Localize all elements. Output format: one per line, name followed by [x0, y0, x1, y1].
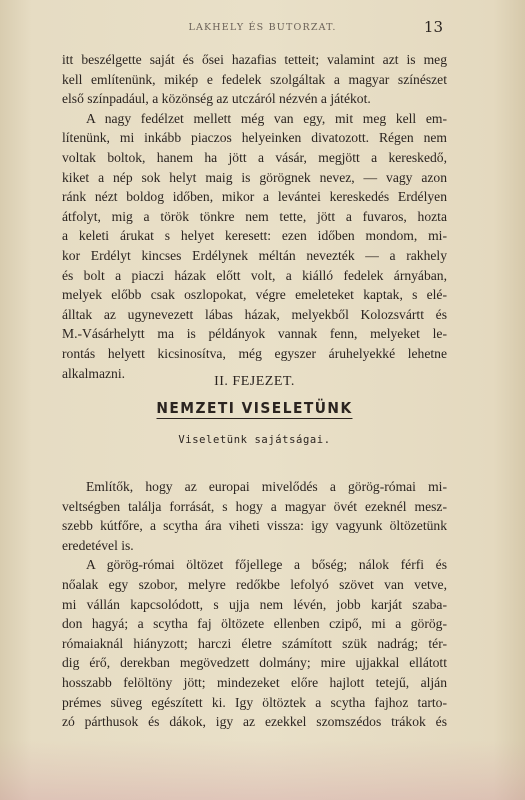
bottom-text-block [62, 477, 447, 732]
text-line: hosszabb felöltöny jött; mindezeket előre hajlott tetejű, alján [62, 674, 447, 690]
text-line: lítenünk, mi inkább piaczos helyeinken divatozott. Régen nem [62, 130, 447, 146]
text-line: voltak boltok, hanem ha jött a vásár, megjött a kereskedő, [62, 149, 447, 165]
text-line: eredetével is. [62, 537, 134, 553]
text-line: álltak az ugynevezett lábas házak, melyekből Kolozsvártt és [62, 306, 447, 322]
page-number: 13 [423, 18, 443, 36]
running-head: LAKHELY ÉS BUTORZAT. [188, 22, 337, 33]
text-line: veltségben találja forrását, s hogy a magyar övét ezeknél mesz- [62, 498, 447, 514]
text-line: mi vállán kapcsolódott, s ujja nem lévén, jobb karját szaba- [62, 596, 447, 612]
text-line: melyek előbb csak oszlopokat, végre emeleteket kaptak, s elé- [62, 287, 447, 303]
text-line: szebb kútfőre, a scytha ára viheti vissza: igy vagyunk öltözetünk [62, 518, 447, 534]
text-line: a keleti árukat s helyet keresett: ezen időben mondom, mi- [62, 228, 447, 244]
top-text-block [62, 50, 447, 383]
paper-stain [0, 740, 525, 800]
chapter-heading: II. FEJEZET. [214, 374, 295, 389]
text-line: rontás helyett kicsinosítva, még egyszer áruhelyekké lehetne [62, 345, 447, 361]
text-line: A nagy fedélzet mellett még van egy, mit meg kell em- [86, 110, 447, 126]
text-line: kor Erdélyt kincses Erdélynek méltán nevezték — a rakhely [62, 247, 447, 263]
text-line: A görög-római öltözet főjellege a bőség; nálok férfi és [86, 557, 447, 573]
text-line: M.-Vásárhelytt ma is példányok vannak fenn, melyeket le- [62, 326, 447, 342]
text-line: ránk nézt boldog időben, mikor a levántei kereskedés Erdélyen [62, 189, 447, 205]
section-title [77, 399, 431, 417]
text-line: prémes süveg egészített ki. Igy öltöztek a scytha fajhoz tarto- [62, 694, 447, 710]
text-line: első színpadául, a közönség az utczáról nézvén a játékot. [62, 91, 371, 107]
text-line: nőalak egy szobor, melyre redőkbe lefolyó szövet van vetve, [62, 576, 447, 592]
text-line: itt beszélgette saját és ősei hazafias tetteit; valamint azt is meg [62, 52, 447, 67]
text-line: kell említenünk, mikép e fedelek szolgáltak a magyar színészet [62, 71, 447, 87]
section-subtitle: Viseletünk sajátságai. [178, 434, 331, 446]
text-line: és bolt a piaczi házak előtt volt, a kiálló fedelek árnyában, [62, 267, 447, 283]
text-line: zó párthusok és dákok, igy az ezekkel szomszédos trákok és [62, 714, 447, 730]
section-title-text: NEMZETI VISELETÜNK [156, 399, 353, 417]
text-line: alkalmazni. [62, 365, 126, 381]
text-line: dig érő, derekban megövedzett dolmány; mire ujjakkal ellátott [62, 655, 447, 671]
text-line: átfolyt, mig a török tönkre nem tette, jött a fuvaros, hozta [62, 208, 447, 224]
text-line: Említők, hogy az europai mivelődés a görög-római mi- [86, 479, 447, 494]
text-line: kiket a nép sok helyt maig is görögnek nevez, — vagy azon [62, 169, 447, 185]
text-line: don hagyá; a scytha faj öltözete ellenben czipő, mi a görög- [62, 616, 447, 632]
text-line: rómaiaknál hiányzott; harczi életre számított szük nadrág; tér- [62, 635, 447, 651]
